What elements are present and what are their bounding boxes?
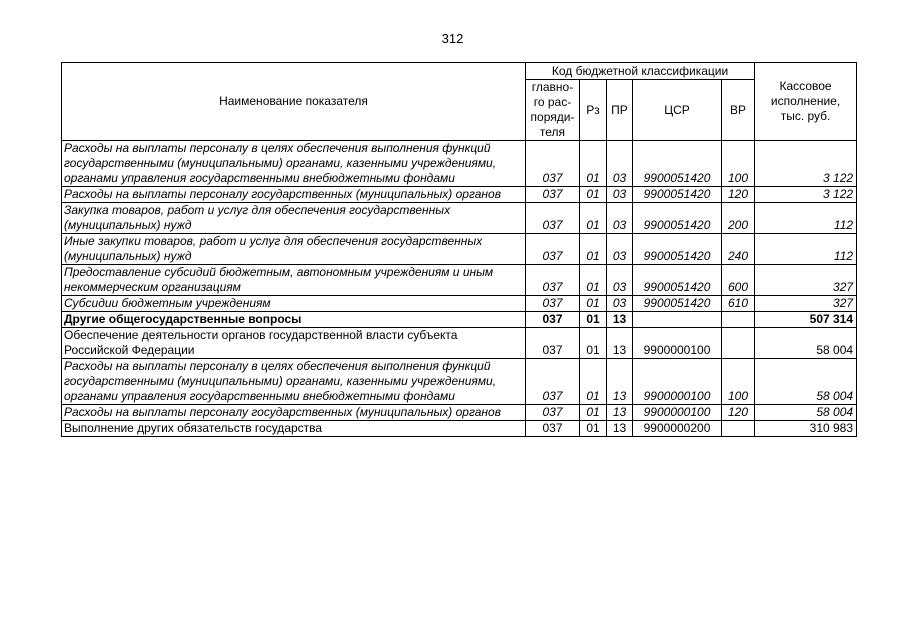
page-number: 312	[441, 31, 464, 46]
header-cash-execution: Кассовое исполнение, тыс. руб.	[755, 63, 857, 141]
vr-cell: 100	[722, 359, 755, 405]
vr-cell	[722, 328, 755, 359]
rz-cell: 01	[580, 265, 607, 296]
pr-cell: 13	[607, 328, 633, 359]
grbs-cell: 037	[526, 405, 580, 421]
rz-cell: 01	[580, 234, 607, 265]
indicator-name-cell: Расходы на выплаты персоналу в целях обеспечения выполнения функций государственными (муниципальными) органами, казенными учреждениями, органами управления государственными внебюджетными фондами	[62, 141, 526, 187]
table-row	[62, 203, 857, 234]
table-row	[62, 405, 857, 421]
table-row	[62, 141, 857, 187]
table-row	[62, 359, 857, 405]
indicator-name-cell: Субсидии бюджетным учреждениям	[62, 296, 526, 312]
rz-cell: 01	[580, 421, 607, 437]
vr-cell: 120	[722, 187, 755, 203]
vr-cell: 100	[722, 141, 755, 187]
pr-cell: 13	[607, 359, 633, 405]
vr-cell: 610	[722, 296, 755, 312]
rz-cell: 01	[580, 141, 607, 187]
vr-cell	[722, 312, 755, 328]
indicator-name-cell: Закупка товаров, работ и услуг для обеспечения государственных (муниципальных) нужд	[62, 203, 526, 234]
rz-cell: 01	[580, 187, 607, 203]
grbs-cell: 037	[526, 328, 580, 359]
pr-cell: 03	[607, 187, 633, 203]
csr-cell: 9900051420	[633, 234, 722, 265]
grbs-cell: 037	[526, 421, 580, 437]
amount-cell: 3 122	[755, 187, 857, 203]
amount-cell: 507 314	[755, 312, 857, 328]
table-row	[62, 312, 857, 328]
indicator-name-cell: Обеспечение деятельности органов государственной власти субъекта Российской Федерации	[62, 328, 526, 359]
pr-cell: 13	[607, 312, 633, 328]
pr-cell: 03	[607, 234, 633, 265]
header-rz: Рз	[580, 80, 607, 141]
amount-cell: 3 122	[755, 141, 857, 187]
header-csr: ЦСР	[633, 80, 722, 141]
csr-cell: 9900000100	[633, 359, 722, 405]
pr-cell: 13	[607, 421, 633, 437]
pr-cell: 03	[607, 265, 633, 296]
grbs-cell: 037	[526, 359, 580, 405]
csr-cell: 9900051420	[633, 203, 722, 234]
csr-cell: 9900000100	[633, 328, 722, 359]
rz-cell: 01	[580, 359, 607, 405]
grbs-cell: 037	[526, 141, 580, 187]
table-row	[62, 296, 857, 312]
table-row	[62, 421, 857, 437]
header-vr: ВР	[722, 80, 755, 141]
header-classification-code: Код бюджетной классификации	[526, 63, 755, 80]
indicator-name-cell: Другие общегосударственные вопросы	[62, 312, 526, 328]
table-row	[62, 187, 857, 203]
rz-cell: 01	[580, 328, 607, 359]
grbs-cell: 037	[526, 312, 580, 328]
vr-cell: 200	[722, 203, 755, 234]
indicator-name-cell: Расходы на выплаты персоналу в целях обеспечения выполнения функций государственными (муниципальными) органами, казенными учреждениями, органами управления государственными внебюджетными фондами	[62, 359, 526, 405]
amount-cell: 112	[755, 234, 857, 265]
vr-cell: 600	[722, 265, 755, 296]
csr-cell	[633, 312, 722, 328]
grbs-cell: 037	[526, 265, 580, 296]
csr-cell: 9900000200	[633, 421, 722, 437]
vr-cell: 240	[722, 234, 755, 265]
indicator-name-cell: Предоставление субсидий бюджетным, автономным учреждениям и иным некоммерческим организациям	[62, 265, 526, 296]
amount-cell: 58 004	[755, 328, 857, 359]
csr-cell: 9900000100	[633, 405, 722, 421]
rz-cell: 01	[580, 405, 607, 421]
rz-cell: 01	[580, 312, 607, 328]
grbs-cell: 037	[526, 296, 580, 312]
amount-cell: 112	[755, 203, 857, 234]
amount-cell: 58 004	[755, 405, 857, 421]
table-row	[62, 265, 857, 296]
indicator-name-cell: Расходы на выплаты персоналу государственных (муниципальных) органов	[62, 405, 526, 421]
indicator-name-cell: Выполнение других обязательств государства	[62, 421, 526, 437]
indicator-name-cell: Расходы на выплаты персоналу государственных (муниципальных) органов	[62, 187, 526, 203]
pr-cell: 03	[607, 296, 633, 312]
header-indicator-name: Наименование показателя	[62, 63, 526, 141]
pr-cell: 03	[607, 203, 633, 234]
pr-cell: 13	[607, 405, 633, 421]
csr-cell: 9900051420	[633, 141, 722, 187]
csr-cell: 9900051420	[633, 265, 722, 296]
vr-cell: 120	[722, 405, 755, 421]
table-row	[62, 234, 857, 265]
table-row	[62, 328, 857, 359]
pr-cell: 03	[607, 141, 633, 187]
amount-cell: 327	[755, 296, 857, 312]
amount-cell: 58 004	[755, 359, 857, 405]
csr-cell: 9900051420	[633, 296, 722, 312]
grbs-cell: 037	[526, 203, 580, 234]
amount-cell: 310 983	[755, 421, 857, 437]
header-grbs: главно- го рас- поряди- теля	[526, 80, 580, 141]
rz-cell: 01	[580, 296, 607, 312]
indicator-name-cell: Иные закупки товаров, работ и услуг для обеспечения государственных (муниципальных) нужд	[62, 234, 526, 265]
csr-cell: 9900051420	[633, 187, 722, 203]
grbs-cell: 037	[526, 234, 580, 265]
header-pr: ПР	[607, 80, 633, 141]
rz-cell: 01	[580, 203, 607, 234]
amount-cell: 327	[755, 265, 857, 296]
grbs-cell: 037	[526, 187, 580, 203]
budget-execution-table	[61, 62, 857, 437]
table-body	[62, 141, 857, 437]
vr-cell	[722, 421, 755, 437]
